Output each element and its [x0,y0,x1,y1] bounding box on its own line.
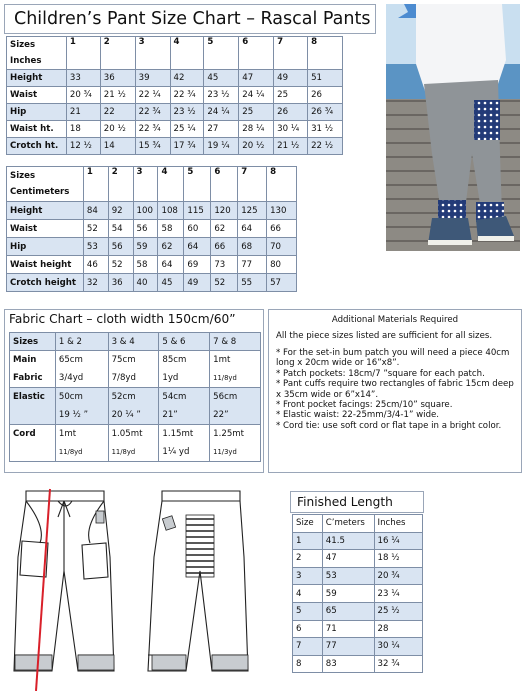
cell: 55 [238,274,267,292]
cell: 42 [170,70,204,87]
cm-header-size: 6 [211,167,238,202]
row-label: Height [7,202,84,220]
list-item: * Pant cuffs require two rectangles of fabric 15cm deep x 35cm wide or 6”x14”. [276,379,514,400]
cell: 85cm 1yd [159,351,210,388]
cell: 33 [66,70,100,87]
cell: 23 ½ [170,104,204,121]
cm-header-size: 4 [158,167,184,202]
additional-materials-box [268,309,522,473]
cell: 4 [293,585,323,603]
table-row [293,602,423,620]
inches-header-size: 3 [135,37,170,70]
list-item: * Front pocket facings: 25cm/10” square. [276,400,453,411]
cell: 24 ¼ [239,87,274,104]
table-row [7,87,343,104]
cell: 52 [83,220,108,238]
cell: 21 ½ [274,138,308,155]
row-label: Crotch height [7,274,84,292]
cell: 1mt 11/8yd [210,351,261,388]
cell: 51 [308,70,343,87]
cell: 64 [238,220,267,238]
cell: 58 [133,256,158,274]
table-row [293,515,423,533]
cell: 3 [293,567,323,585]
fl-header: Inches [374,515,422,533]
cm-header-size: 7 [238,167,267,202]
cell: 57 [267,274,297,292]
cell: 70 [267,238,297,256]
cell: 65 [322,602,374,620]
cell: 1.05mt 11/8yd [108,425,159,462]
fl-header: C’meters [322,515,374,533]
cell: 27 [204,121,239,138]
cell: 59 [133,238,158,256]
fabric-header: 7 & 8 [210,333,261,351]
cell: 26 ¾ [308,104,343,121]
cell: 25 ½ [374,602,422,620]
cell: 6 [293,620,323,638]
pants-technical-drawing [6,487,278,691]
inches-size-table [6,36,343,155]
cell: 25 [274,87,308,104]
cell: 1 [293,532,323,550]
table-row [10,388,261,425]
table-row [293,655,423,673]
cell: 20 ½ [239,138,274,155]
cell: 22 ¼ [135,87,170,104]
cell: 20 ¾ [374,567,422,585]
table-row [293,585,423,603]
cell: 49 [184,274,211,292]
cell: 41.5 [322,532,374,550]
cell: 15 ¾ [135,138,170,155]
row-label: Hip [7,238,84,256]
child-wearing-pants-photo [386,4,520,251]
cell: 14 [100,138,135,155]
cell: 108 [158,202,184,220]
cell: 47 [322,550,374,568]
table-row [7,256,297,274]
cell: 50cm 19 ½ ” [55,388,108,425]
list-item: * Elastic waist: 22-25mm/3/4-1” wide. [276,410,440,421]
inches-header-size: 6 [239,37,274,70]
cell: 52 [108,256,133,274]
cell: 53 [322,567,374,585]
cell: 20 ¾ [66,87,100,104]
cell: 40 [133,274,158,292]
cell: 22 [100,104,135,121]
table-row [7,104,343,121]
cell: 80 [267,256,297,274]
cell: 32 [83,274,108,292]
cell: 32 ¾ [374,655,422,673]
table-row [10,333,261,351]
table-row [7,220,297,238]
cell: 56 [108,238,133,256]
cell: 59 [322,585,374,603]
cell: 36 [108,274,133,292]
table-row [10,351,261,388]
centimeters-size-table [6,166,297,292]
inches-header-size: 5 [204,37,239,70]
cell: 47 [239,70,274,87]
cm-header-size: 1 [83,167,108,202]
cell: 22 ¾ [135,104,170,121]
cell: 1.15mt 1¼ yd [159,425,210,462]
cm-header-label: Sizes Centimeters [7,167,84,202]
fl-header: Size [293,515,323,533]
cell: 53 [83,238,108,256]
cell: 68 [238,238,267,256]
table-row [293,620,423,638]
inches-header-size: 1 [66,37,100,70]
row-label: Waist height [7,256,84,274]
cm-header-size: 3 [133,167,158,202]
cell: 92 [108,202,133,220]
cell: 22 ¾ [170,87,204,104]
cell: 1.25mt 11/3yd [210,425,261,462]
fabric-header: 1 & 2 [55,333,108,351]
cell: 115 [184,202,211,220]
cell: 28 [374,620,422,638]
cell: 120 [211,202,238,220]
cell: 18 [66,121,100,138]
cell: 64 [158,256,184,274]
cell: 22 ½ [308,138,343,155]
cell: 100 [133,202,158,220]
cell: 60 [184,220,211,238]
table-row [7,70,343,87]
fabric-header: 5 & 6 [159,333,210,351]
cell: 2 [293,550,323,568]
cell: 17 ¾ [170,138,204,155]
cell: 31 ½ [308,121,343,138]
cm-header-size: 5 [184,167,211,202]
row-label: Elastic [10,388,56,425]
table-row [7,202,297,220]
cell: 22 ¾ [135,121,170,138]
row-label: Waist [7,87,67,104]
cell: 130 [267,202,297,220]
cell: 52cm 20 ¼ ” [108,388,159,425]
row-label: Height [7,70,67,87]
fabric-chart-box [4,309,264,473]
page-title: Children’s Pant Size Chart – Rascal Pants [4,4,376,34]
cell: 58 [158,220,184,238]
cell: 21 ½ [100,87,135,104]
fabric-header: 3 & 4 [108,333,159,351]
inches-header-size: 4 [170,37,204,70]
cell: 19 ¼ [204,138,239,155]
cell: 46 [83,256,108,274]
cell: 73 [211,256,238,274]
cell: 39 [135,70,170,87]
cell: 54cm 21” [159,388,210,425]
cell: 23 ¼ [374,585,422,603]
cell: 125 [238,202,267,220]
cell: 25 [239,104,274,121]
cell: 7 [293,638,323,656]
additional-materials-list [276,348,521,431]
cell: 84 [83,202,108,220]
cell: 12 ½ [66,138,100,155]
cell: 16 ¼ [374,532,422,550]
finished-length-title: Finished Length [290,491,424,513]
list-item: * Cord tie: use soft cord or flat tape in a bright color. [276,420,502,431]
inches-header-size: 7 [274,37,308,70]
cell: 26 [274,104,308,121]
cell: 20 ½ [100,121,135,138]
cell: 36 [100,70,135,87]
cell: 52 [211,274,238,292]
cell: 18 ½ [374,550,422,568]
cm-header-size: 8 [267,167,297,202]
cell: 62 [158,238,184,256]
cell: 21 [66,104,100,121]
cell: 83 [322,655,374,673]
cell: 77 [322,638,374,656]
table-row [293,550,423,568]
cell: 30 ¼ [374,638,422,656]
cell: 62 [211,220,238,238]
cell: 54 [108,220,133,238]
table-row [7,238,297,256]
table-row [7,138,343,155]
row-label: Main Fabric [10,351,56,388]
finished-length-table [292,514,423,673]
cell: 77 [238,256,267,274]
cell: 45 [204,70,239,87]
cell: 65cm 3/4yd [55,351,108,388]
cell: 8 [293,655,323,673]
row-label: Waist [7,220,84,238]
cell: 5 [293,602,323,620]
table-row [293,638,423,656]
cell: 28 ¼ [239,121,274,138]
fabric-header: Sizes [10,333,56,351]
inches-header-size: 8 [308,37,343,70]
cell: 23 ½ [204,87,239,104]
row-label: Cord [10,425,56,462]
cell: 66 [211,238,238,256]
table-row [7,274,297,292]
row-label: Waist ht. [7,121,67,138]
table-row [293,532,423,550]
cell: 56 [133,220,158,238]
cell: 71 [322,620,374,638]
cell: 30 ¼ [274,121,308,138]
cell: 69 [184,256,211,274]
table-row [10,425,261,462]
cell: 56cm 22” [210,388,261,425]
inches-header-label: Sizes Inches [7,37,67,70]
cell: 49 [274,70,308,87]
list-item: * Patch pockets: 18cm/7 ”square for each patch. [276,368,485,379]
cell: 26 [308,87,343,104]
additional-materials-intro: All the piece sizes listed are sufficient for all sizes. [276,331,493,341]
cell: 75cm 7/8yd [108,351,159,388]
cell: 64 [184,238,211,256]
cell: 45 [158,274,184,292]
table-row [293,567,423,585]
fabric-chart-table [9,332,261,462]
inches-header-size: 2 [100,37,135,70]
cell: 1mt 11/8yd [55,425,108,462]
additional-materials-title: Additional Materials Required [331,315,459,325]
row-label: Crotch ht. [7,138,67,155]
cell: 25 ¼ [170,121,204,138]
cm-header-size: 2 [108,167,133,202]
fabric-chart-title: Fabric Chart – cloth width 150cm/60” [9,312,236,326]
cell: 66 [267,220,297,238]
table-row [7,121,343,138]
cell: 24 ¼ [204,104,239,121]
list-item: * For the set-in bum patch you will need a piece 40cm long x 20cm wide or 16”x8”. [276,348,510,369]
row-label: Hip [7,104,67,121]
